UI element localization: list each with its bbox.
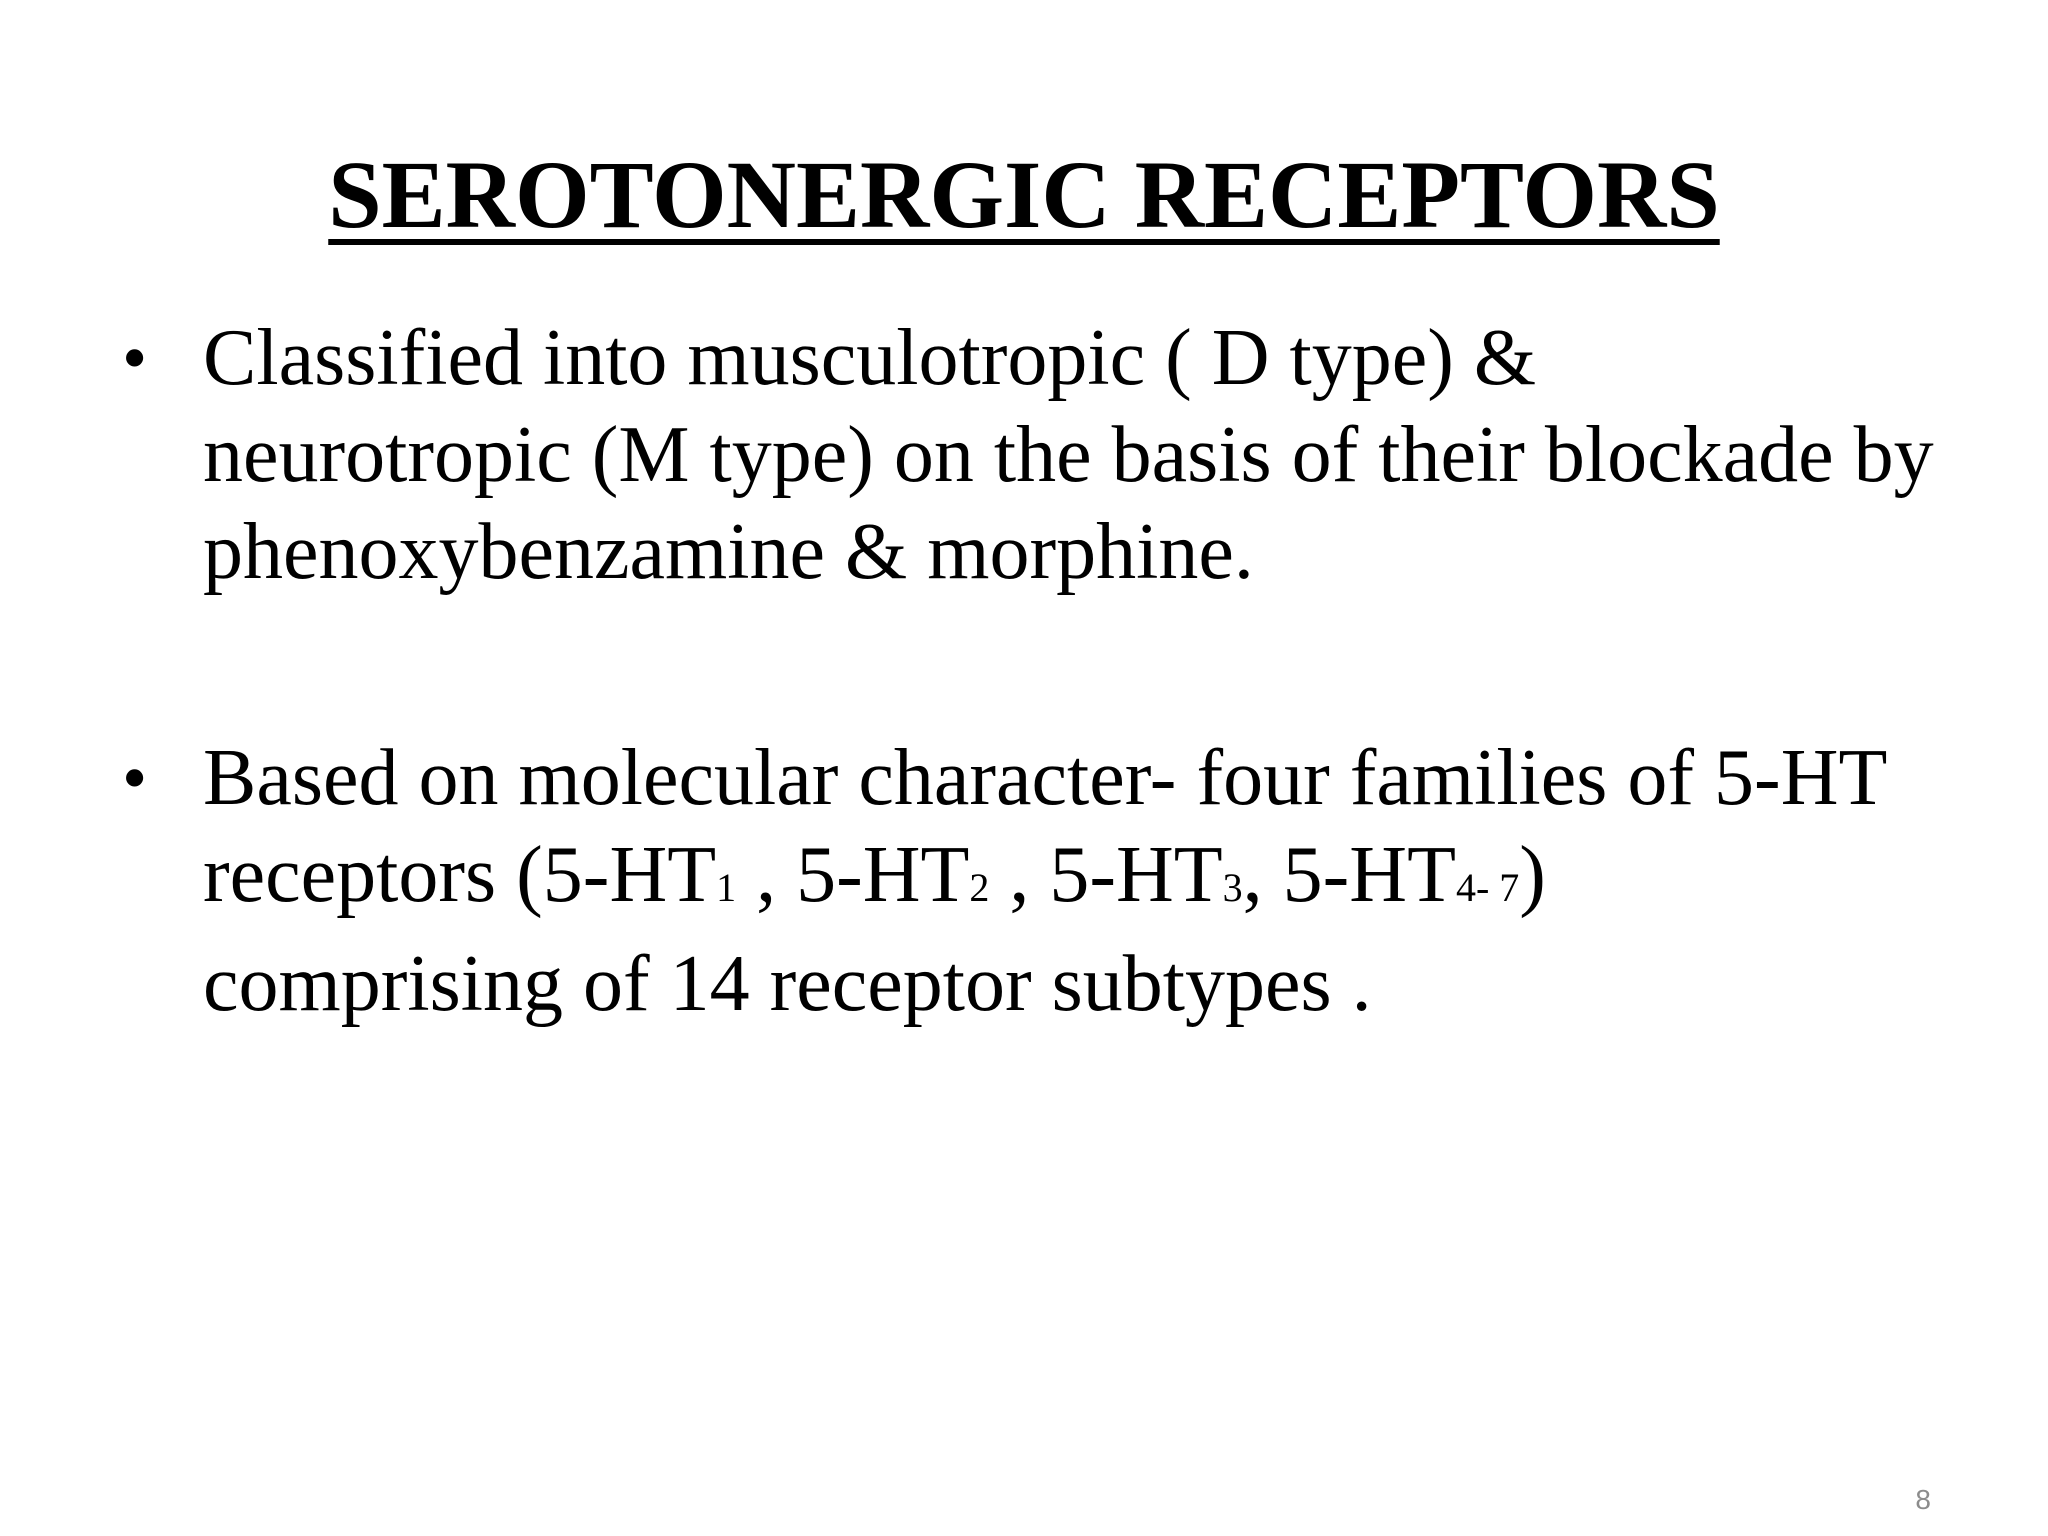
- bullet-line: phenoxybenzamine & morphine.: [203, 508, 1254, 596]
- subscript: 2: [969, 865, 990, 910]
- bullet-line-receptor-families: [203, 827, 1963, 936]
- bullet-line: comprising of 14 receptor subtypes .: [203, 940, 1372, 1028]
- bullet-point-icon: •: [122, 738, 148, 818]
- bullet-point-icon: •: [122, 318, 148, 398]
- subscript: 1: [716, 865, 737, 910]
- text-segment: , 5-HT: [989, 831, 1223, 919]
- slide-title-text: SEROTONERGIC RECEPTORS: [328, 141, 1720, 248]
- subscript: 4- 7: [1455, 865, 1520, 910]
- bullet-line: Based on molecular character- four families of 5-HT: [203, 734, 1888, 822]
- subscript: 3: [1222, 865, 1243, 910]
- text-segment: , 5-HT: [736, 831, 970, 919]
- text-segment: , 5-HT: [1242, 831, 1456, 919]
- page-number: 8: [1915, 1484, 1931, 1515]
- bullet-text: [203, 310, 1963, 601]
- bullet-line: Classified into musculotropic ( D type) &: [203, 314, 1537, 402]
- text-segment: ): [1519, 831, 1546, 919]
- text-segment: receptors (5-HT: [203, 831, 717, 919]
- slide-title: [0, 140, 2048, 250]
- bullet-line: neurotropic (M type) on the basis of their blockade by: [203, 411, 1934, 499]
- bullet-text: [203, 730, 1963, 1033]
